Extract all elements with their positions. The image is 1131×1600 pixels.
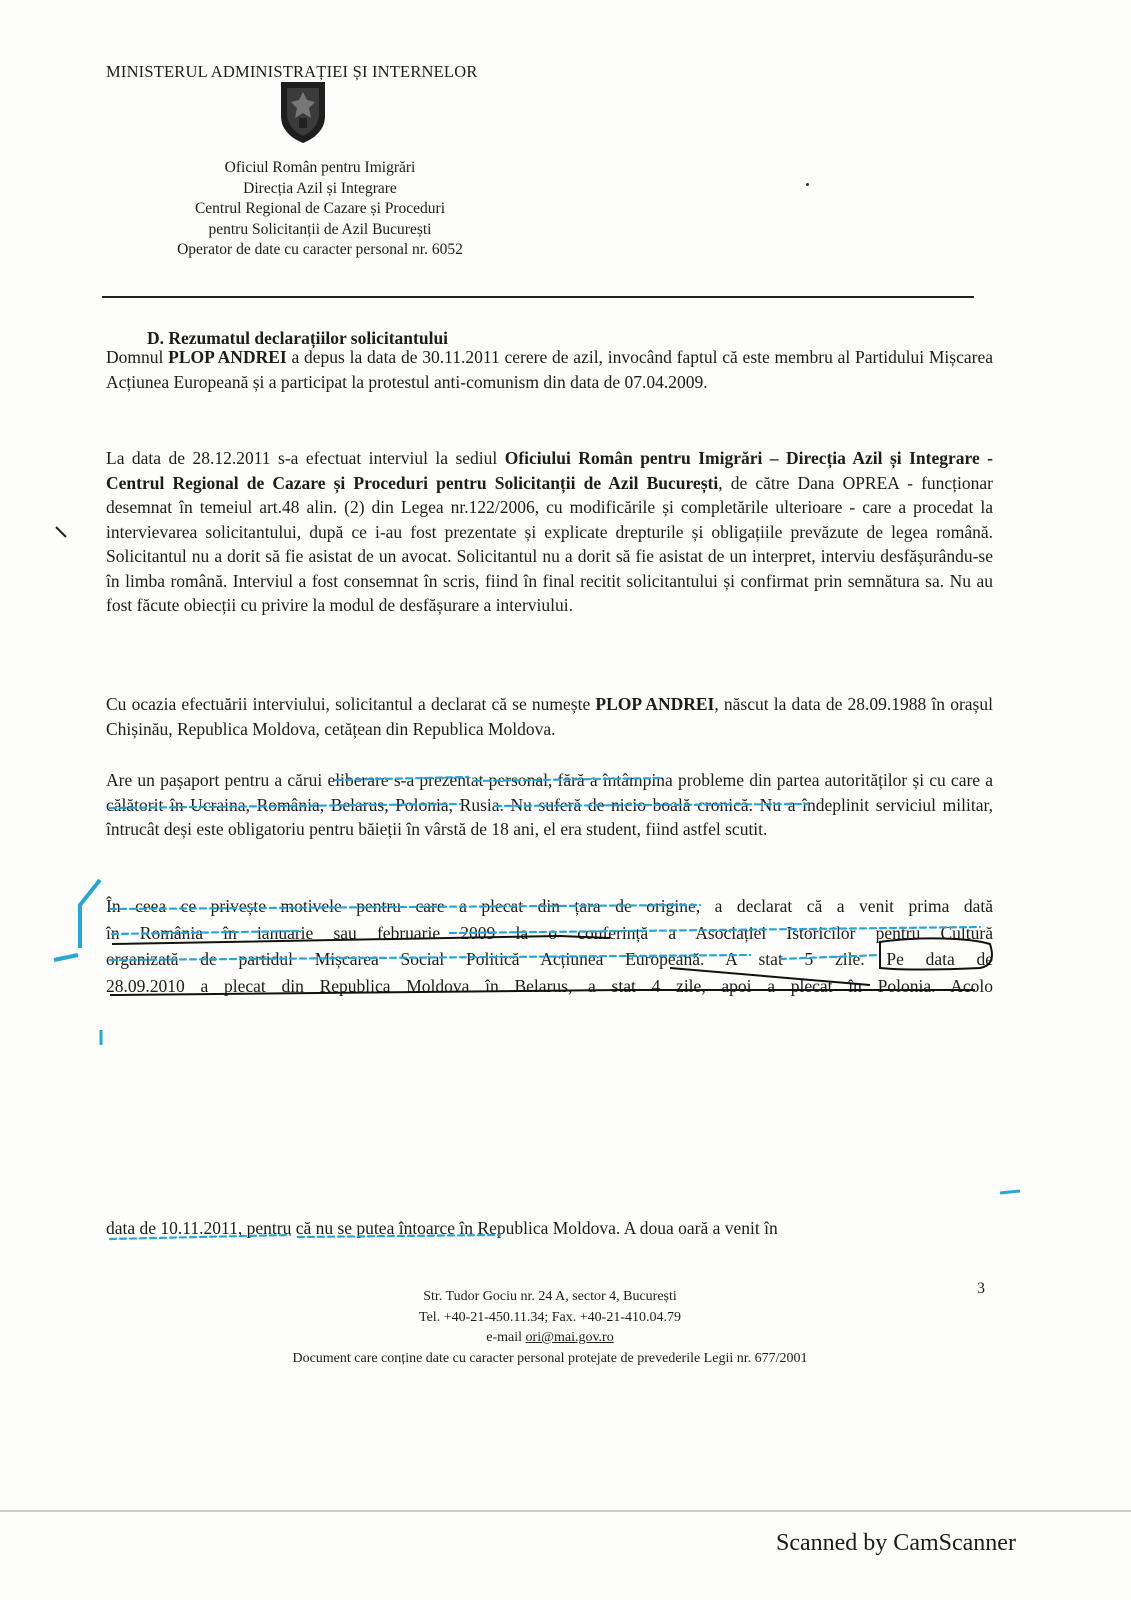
paragraph-3: Cu ocazia efectuării interviului, solicitantul a declarat că se numește PLOP ANDREI, născut la data de 28.09.1988 în orașul Chișinău, Republica Moldova, cetățean din Republica Moldova. [106,694,993,739]
paragraph-5-line: 28.09.2010 a plecat din Republica Moldova în Belarus, a stat 4 zile, apoi a plecat în Polonia. Acolo [106,975,993,996]
coat-of-arms-icon [277,80,329,144]
ministry-name: MINISTERUL ADMINISTRAȚIEI ȘI INTERNELOR [106,62,478,81]
footer-address: Str. Tudor Gociu nr. 24 A, sector 4, București [423,1289,677,1304]
paragraph-5 [106,893,993,999]
paragraph-4: Are un pașaport pentru a cărui eliberare s-a prezentat personal, fără a întâmpina probleme din partea autorităților și cu care a călătorit în Ucraina, România, Belarus, Polonia, Rusia. Nu suferă de nicio boală cronică. Nu a îndeplinit serviciul militar, întrucât deși este obligatoriu pentru băieții în vârstă de 18 ani, el era student, fiind astfel scutit. [106,770,993,839]
scanner-watermark: Scanned by CamScanner [776,1530,1016,1556]
office-block [130,158,510,261]
office-line: pentru Solicitanții de Azil București [208,220,432,238]
header-divider [102,296,974,298]
footer-notice: Document care conține date cu caracter personal protejate de prevederile Legii nr. 677/2001 [292,1350,808,1366]
footer-email-link[interactable]: ori@mai.gov.ro [525,1330,614,1345]
office-line: Direcția Azil și Integrare [243,179,397,197]
footer [200,1287,900,1369]
office-line: Operator de date cu caracter personal nr. 6052 [177,241,463,258]
stray-dot [806,183,809,186]
page-number: 3 [977,1280,985,1297]
footer-phone: Tel. +40-21-450.11.34; Fax. +40-21-410.04.79 [419,1309,681,1325]
scan-edge-line [0,1508,1131,1514]
office-line: Centrul Regional de Cazare și Proceduri [194,200,446,217]
office-line: Oficiul Român pentru Imigrări [224,159,416,176]
paragraph-1: Domnul PLOP ANDREI a depus la data de 30.11.2011 cerere de azil, invocând faptul că este membru al Partidului Mișcarea Acțiunea Europeană și a participat la protestul anti-comunism din data de 07.04.2009. [106,347,993,392]
footer-email-line: e-mail ori@mai.gov.ro [486,1330,614,1345]
paragraph-5-line: în România în ianuarie sau februarie 2009 la o conferință a Asociației Istoricilor pentru Cultură [106,922,993,943]
paragraph-5-line: În ceea ce privește motivele pentru care a plecat din țara de origine, a declarat că a venit prima dată [106,896,993,916]
section-title: D. Rezumatul declarațiilor solicitantului [147,328,449,348]
paragraph-2: La data de 28.12.2011 s-a efectuat interviul la sediul Oficiului Român pentru Imigrări – Direcția Azil și Integrare - Centrul Regional de Cazare și Proceduri pentru Solicitanții de Azil București, de către Dana OPREA - funcționar desemnat în temeiul art.48 alin. (2) din Legea nr.122/2006, cu modificările și completările ulterioare - care a procedat la intervievarea solicitantului, după ce i-au fost prezentate și explicate drepturile și obligațiile prevăzute de legea română. Solicitantul nu a dorit să fie asistat de un avocat. Solicitantul nu a dorit să fie asistat de un interpret, interviu desfășurându-se în limba română. Interviul a fost consemnat în scris, fiind în final recitit solicitantului și confirmat prin semnătura sa. Nu au fost făcute obiecții cu privire la modul de desfășurare a interviului. [106,448,993,615]
paragraph-5-line: organizată de partidul Mișcarea Social Politică Acțiunea Europeană. A stat 5 zile. Pe data de [106,949,993,969]
continuation-line: data de 10.11.2011, pentru că nu se putea întoarce în Republica Moldova. A doua oară a venit în [106,1218,778,1238]
